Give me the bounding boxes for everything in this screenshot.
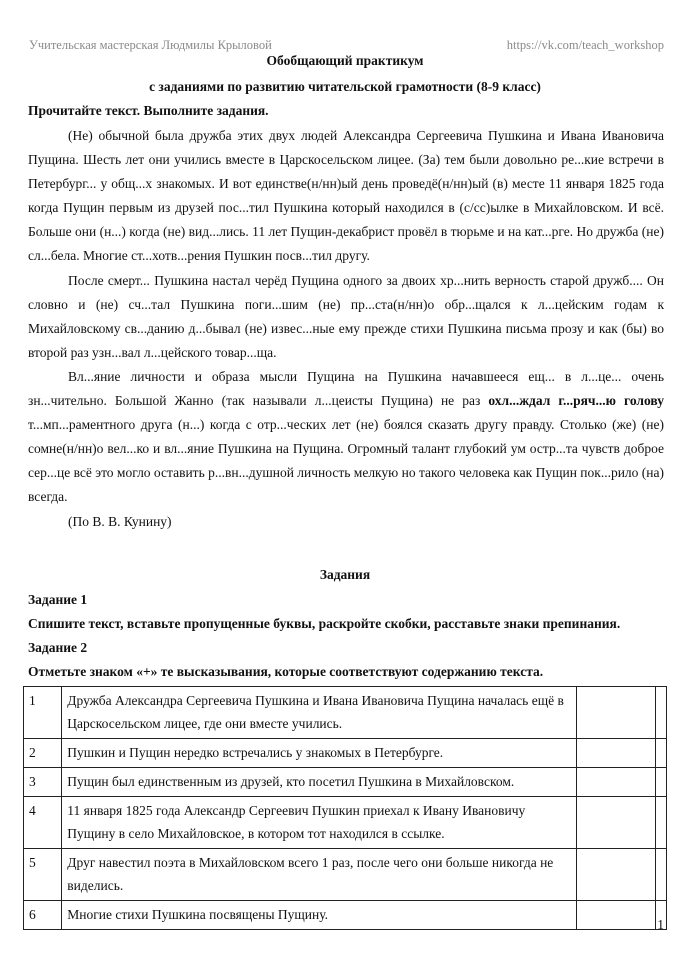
answer-cell-extra[interactable]: [656, 768, 667, 797]
task-2-title: Задание 2: [28, 640, 88, 655]
reading-instruction: Прочитайте текст. Выполните задания.: [28, 103, 269, 118]
page-subtitle: с заданиями по развитию читательской грамотности (8-9 класс): [149, 79, 541, 94]
answer-cell-extra[interactable]: [656, 687, 667, 739]
row-number: 4: [24, 797, 62, 849]
task-2-text: Отметьте знаком «+» те высказывания, которые соответствуют содержанию текста.: [28, 664, 544, 679]
answer-cell[interactable]: [577, 901, 656, 930]
answer-cell[interactable]: [577, 768, 656, 797]
answer-cell-extra[interactable]: [656, 797, 667, 849]
row-statement: Многие стихи Пушкина посвящены Пущину.: [62, 901, 577, 930]
table-row: [24, 768, 667, 797]
text-paragraph-1: (Не) обычной была дружба этих двух людей Александра Сергеевича Пушкина и Ивана Ивановича Пущина. Шесть лет они учились вместе в Царскосельском лицее. (За) тем были довольно ре...кие встречи в Петербург... у общ...х знакомых. И вот единстве(н/нн)ый день проведё(н/нн)ый (в) месте 11 января 1825 года когда Пущин первым из друзей пос...тил Пушкина который находился в (с/сс)ылке в Михайловском. И всё. Больше они (н...) когда (не) вид...лись. 11 лет Пущин-декабрист провёл в тюрьме и на кат...рге. Но дружба (не) сл...бела. Многие ст...хотв...рения Пушкин посв...тил другу.: [28, 128, 664, 264]
page-title: Обобщающий практикум: [266, 53, 424, 68]
row-statement: Пущин был единственным из друзей, кто посетил Пушкина в Михайловском.: [62, 768, 577, 797]
task-1-title: Задание 1: [28, 592, 88, 607]
table-row: [24, 687, 667, 739]
row-statement: 11 января 1825 года Александр Сергеевич Пушкин приехал к Ивану Ивановичу Пущину в село Михайловское, в котором тот находился в ссылке.: [62, 797, 577, 849]
text-paragraph-3: [28, 365, 664, 510]
tasks-heading: Задания: [319, 567, 371, 582]
task-1-text: Спишите текст, вставьте пропущенные буквы, раскройте скобки, расставьте знаки препинания.: [28, 616, 621, 631]
table-row: [24, 849, 667, 901]
text-bold-phrase: охл...ждал г...ряч...ю голову: [488, 393, 664, 409]
reading-text: [28, 124, 664, 534]
text-paragraph-2: После смерт... Пушкина настал черёд Пущина одного за двоих хр...нить верность старой дружб.... Он словно и (не) сч...тал Пушкина поги...шим (не) пр...ста(н/нн)о обр...щался к л...цейским годам к Михайловскому св...данию д...бывал (не) извес...ные ему прежде стихи Пушкина письма прозу и как (бы) во второй раз узн...вал л...цейского товар...ща.: [28, 272, 664, 360]
statements-table: [23, 686, 667, 930]
table-row: [24, 901, 667, 930]
answer-cell[interactable]: [577, 797, 656, 849]
row-number: 3: [24, 768, 62, 797]
row-statement: Пушкин и Пущин нередко встречались у знакомых в Петербурге.: [62, 739, 577, 768]
text-paragraph-3-start: Вл...яние личности и образа мысли Пущина на Пушкина начавшееся ещ... в л...це... очень зн...чительно. Большой Жанно (так называли л...цеисты Пущина) не раз: [28, 368, 664, 409]
page-number: 1: [657, 917, 664, 932]
text-paragraph-3-end: т...мп...раментного друга (н...) когда с отр...ческих лет (не) боялся сказать другу правду. Столько (же) (не) сомне(н/нн)о вел...ко и вл...яние Пушкина на Пущина. Огромный талант глубокий ум остр...та чувств доброе сер...це всё это могло оставить р...вн...душной личность мелкую но такого человека как Пущин пок...рило (на) всегда.: [28, 417, 664, 505]
answer-cell[interactable]: [577, 739, 656, 768]
table-row: [24, 797, 667, 849]
row-number: 2: [24, 739, 62, 768]
answer-cell[interactable]: [577, 687, 656, 739]
header-link[interactable]: https://vk.com/teach_workshop: [506, 38, 664, 52]
answer-cell[interactable]: [577, 849, 656, 901]
answer-cell-extra[interactable]: [656, 739, 667, 768]
row-number: 6: [24, 901, 62, 930]
row-number: 5: [24, 849, 62, 901]
header-author: Учительская мастерская Людмилы Крыловой: [29, 38, 272, 52]
row-statement: Дружба Александра Сергеевича Пушкина и Ивана Ивановича Пущина началась ещё в Царскосельском лицее, где они вместе учились.: [62, 687, 577, 739]
row-number: 1: [24, 687, 62, 739]
answer-cell-extra[interactable]: [656, 849, 667, 901]
table-row: [24, 739, 667, 768]
text-author: (По В. В. Кунину): [68, 513, 172, 529]
row-statement: Друг навестил поэта в Михайловском всего 1 раз, после чего они больше никогда не виделись.: [62, 849, 577, 901]
